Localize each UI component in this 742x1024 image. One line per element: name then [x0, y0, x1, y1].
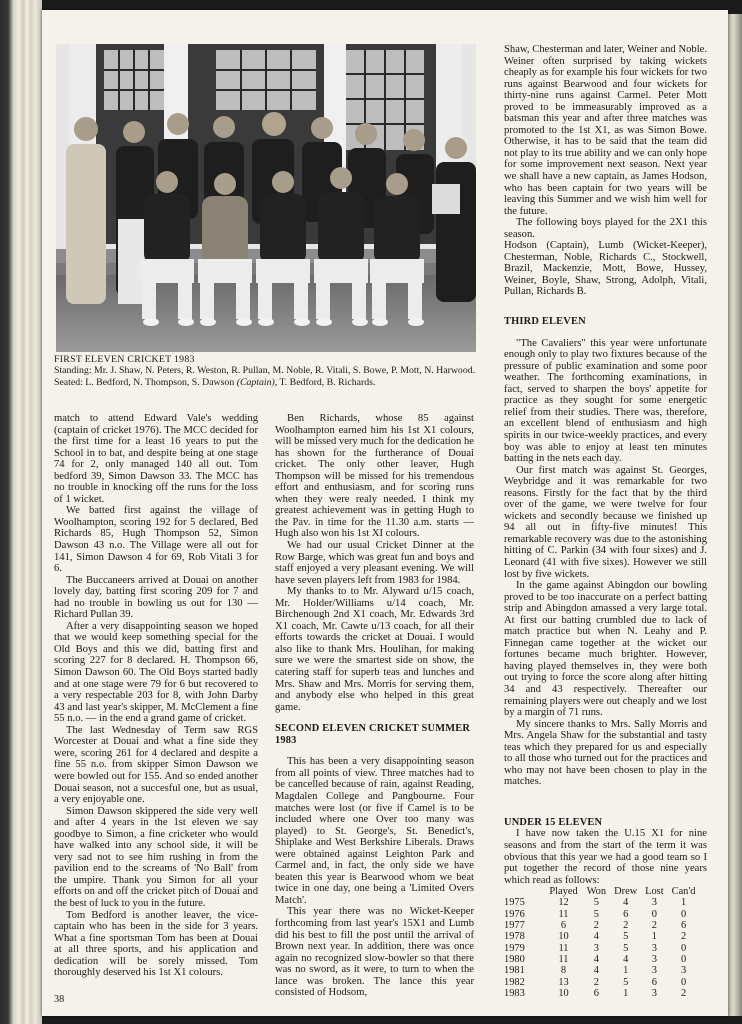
record-row: [504, 931, 700, 942]
record-row: [504, 920, 700, 931]
left-paragraph: We batted first against the village of Woolhampton, scoring 192 for 5 declared, Bed Richards 85, Hugh Thompson 52, Simon Dawson 43 n.o. The Village were all out for 141, Simon Dawson 4 for 69, Rob Vitali 3 for 6.: [54, 505, 258, 575]
team-photograph: [56, 44, 476, 352]
record-row: [504, 988, 700, 999]
right-paragraph: "The Cavaliers" this year were unfortunate enough only to play two fixtures because of the pressure of public examination and some poor weather. The forthcoming examinations, in fact, served to sharpen the boys' appetite for practice as they sought for some energetic relief from their studies. There was, therefore, an excellent blend of enthusiasm and high spirits in our twice-weekly practices, and every boy was able to enjoy at least ten minutes batting in the nets each day.: [504, 337, 707, 465]
record-cell: 3: [651, 987, 657, 999]
photo-caption: [54, 354, 476, 388]
book-spine: [0, 0, 42, 1024]
left-paragraph: Simon Dawson skippered the side very well and after 4 years in the 1st eleven we say goodbye to Simon, a fine cricketer who would have walked into any school side, it will be very sad not to see him rushing in from the pavilion end to the screams of 'No Ball' from the umpire. Thank you Simon for all your efforts on and off the cricket pitch of Douai and the best of luck to you in the future.: [54, 805, 258, 909]
record-cell: 11: [558, 942, 569, 954]
under15-record-table: [504, 886, 700, 999]
record-cell: 4: [623, 897, 629, 909]
record-cell: 1983: [504, 987, 525, 999]
record-cell: 1979: [504, 942, 525, 954]
record-cell: 6: [651, 976, 657, 988]
record-cell: 10: [558, 931, 569, 943]
record-row: [504, 897, 700, 908]
record-cell: 8: [560, 965, 567, 977]
record-cell: 6: [680, 920, 687, 932]
record-cell: 3: [593, 942, 599, 954]
team-photo-icon: [56, 44, 476, 352]
record-cell: 11: [558, 953, 569, 965]
third-eleven-heading: THIRD ELEVEN: [504, 316, 586, 328]
middle-paragraph: We had our usual Cricket Dinner at the Row Barge, which was great fun and boys and staff enjoyed a very pleasant evening. We will have seven players left from 1983 for 1984.: [275, 540, 474, 586]
right-column: [504, 44, 707, 999]
record-cell: 5: [593, 897, 599, 909]
record-cell: 3: [680, 965, 687, 977]
record-cell: 0: [680, 908, 687, 920]
caption-standing: Standing: Mr. J. Shaw, N. Peters, R. Weston, R. Pullan, M. Noble, R. Vitali, S. Bowe, P. Mott, N. Harwood.: [54, 365, 476, 377]
left-paragraph: The last Wednesday of Term saw RGS Worcester at Douai and what a fine side they were, scoring 261 for 4 declared and despite a fine 55 n.o. from skipper Simon Dawson we were bowled out for 155. And so ended another Douai season, not a succesful one, but as usual, a very enjoyable one.: [54, 724, 258, 806]
record-header: Can'd: [671, 886, 696, 898]
record-cell: 0: [680, 953, 687, 965]
record-cell: 4: [593, 931, 599, 943]
under15-intro: I have now taken the U.15 X1 for nine seasons and from the start of the term it was obvious that this year we had a good team so I put together the record of those nine years which read as follows:: [504, 828, 707, 886]
under15-heading: UNDER 15 ELEVEN: [504, 816, 603, 828]
middle-paragraph: This has been a very disappointing season from all points of view. Three matches had to be cancelled because of rain, against Reading, Magdalen College and Pangbourne. Four matches were lost (or five if Camel is to be included where one Over too many was played) to St. George's, St. Benedict's, Shiplake and West Berkshire Liberals. Draws were obtained against Leighton Park and Carmel and, in fact, the only side we have beaten this year is Bearwood whom we beat twice in one day, one being a 'Limited Overs Match'.: [275, 756, 474, 906]
record-cell: 0: [651, 908, 657, 920]
record-cell: 0: [680, 942, 687, 954]
caption-title: FIRST ELEVEN CRICKET 1983: [54, 354, 195, 365]
record-cell: 3: [651, 965, 657, 977]
caption-seated-before: Seated: L. Bedford, N. Thompson, S. Dawson: [54, 376, 237, 388]
record-header: Won: [586, 886, 607, 898]
record-cell: 6: [560, 920, 567, 932]
record-header: Played: [549, 886, 578, 898]
record-cell: 3: [651, 953, 657, 965]
right-paragraph: My sincere thanks to Mrs. Sally Morris and Mrs. Angela Shaw for the substantial and tasty teas which they prepared for us and especially to all those who turned out for the practices and who may not have been chosen to play in the matches.: [504, 718, 707, 788]
record-cell: 2: [680, 931, 687, 943]
record-cell: 3: [651, 942, 657, 954]
record-cell: 2: [680, 987, 687, 999]
record-cell: 13: [558, 976, 569, 988]
record-row: [504, 954, 700, 965]
record-cell: 5: [623, 931, 629, 943]
record-header: Drew: [614, 886, 638, 898]
record-cell: 5: [623, 942, 629, 954]
record-cell: 4: [593, 965, 599, 977]
record-header: [504, 886, 544, 897]
record-row: [504, 943, 700, 954]
second-eleven-heading: SECOND ELEVEN CRICKET SUMMER 1983: [275, 723, 471, 746]
record-row: [504, 965, 700, 976]
record-header-row: [504, 886, 700, 897]
record-header: Lost: [645, 886, 664, 898]
record-cell: 11: [558, 908, 569, 920]
middle-column: [275, 413, 474, 999]
record-cell: 1975: [504, 897, 525, 909]
right-paragraph: In the game against Abingdon our bowling proved to be too inaccurate on a perfect batting strip and Abingdon amassed a very large total. At first our batting crumbled due to lack of match practice but when N. Leahy and P. Finnegan came together at the wicket our fortunes became much brighter. However, having played themselves in, they were both out trying to force the score along after hitting 34 and 43 respectively. Thereafter our remaining players were out cheaply and we lost by a margin of 71 runs.: [504, 580, 707, 719]
left-paragraph: Tom Bedford is another leaver, the vice-captain who has been in the side for 3 years. What a fine sportsman Tom has been at Douai at all three sports, and his application and dedication will be sorely missed. Tom thoroughly deserved his 1st X1 colours.: [54, 909, 258, 979]
record-row: [504, 977, 700, 988]
caption-seated-captain: (Captain): [236, 376, 275, 388]
record-cell: 1976: [504, 908, 525, 920]
record-cell: 0: [680, 976, 687, 988]
caption-seated: [54, 377, 476, 388]
record-cell: 5: [593, 908, 599, 920]
record-cell: 2: [593, 976, 599, 988]
record-cell: 2: [651, 920, 657, 932]
record-body: [504, 897, 700, 999]
record-cell: 4: [593, 953, 599, 965]
left-paragraph: After a very disappointing season we hoped that we would keep something special for the Old Boys and this we did, batting first and scoring 227 for 8 declared. H. Thompson 66, Simon Dawson 60. The Old Boys started badly and at one stage were 79 for 6 but recovered to a very respectable 203 for 8, with John Darby 43 and last year's skipper, M. McClement a fine 55 n.o. — in the end a grand game of cricket.: [54, 620, 258, 725]
caption-seated-after: , T. Bedford, B. Richards.: [274, 376, 376, 388]
players-list: Hodson (Captain), Lumb (Wicket-Keeper), Chesterman, Noble, Richards C., Stockwell, Brazil, Mackenzie, Mott, Bowe, Hussey, Weiner, Boyle, Shaw, Strong, Adolph, Vitali, Pullan, Richards B.: [504, 240, 707, 298]
record-cell: 6: [593, 987, 599, 999]
middle-paragraph: Ben Richards, whose 85 against Woolhampton earned him his 1st X1 colours, will be missed very much for the dedication he has shown for the furtherance of Douai cricket. The only other leaver, Hugh Thompson will be missed for his tremendous effort and enthusiasm, and for scoring runs when they were realy needed. I think my greatest achievement was in getting Hugh to the Pav. in time for the 11.30 a.m. starts — Hugh also won his 1st XI colours.: [275, 413, 474, 540]
record-cell: 1980: [504, 953, 525, 965]
record-cell: 1: [651, 931, 657, 943]
record-cell: 2: [623, 920, 629, 932]
left-paragraph: The Buccaneers arrived at Douai on another lovely day, batting first scoring 209 for 7 and had no trouble in bowling us out for 130 — Richard Pullan 39.: [54, 574, 258, 621]
middle-paragraph: This year there was no Wicket-Keeper forthcoming from last year's 15X1 and Lumb did his best to fill the post until the arrival of Brown next year. In addition, there was once again no recognized slow-bowler so that there was no sword, as it were, to turn to when the lance was broken. The lance this year consisted of Hodsom,: [275, 906, 474, 999]
record-cell: 1: [623, 965, 629, 977]
right-paragraph: Our first match was against St. Georges, Weybridge and it was remarkable for two reasons. Firstly for the fact that by the third over of the game, we were twelve for four wickets and secondly because we finished up 94 all out in fifty-five minutes! This remarkable recovery was due to the astonishing hitting of C. Parkin (34 with four sixes) and J. Leonard (41 with five sixes). However we still lost by five wickets.: [504, 464, 707, 580]
record-cell: 5: [623, 976, 629, 988]
right-paragraph: The following boys played for the 2X1 this season.: [504, 217, 707, 240]
magazine-page: [42, 10, 728, 1016]
record-cell: 6: [623, 908, 629, 920]
record-cell: 1: [680, 897, 687, 909]
page-number: 38: [54, 994, 65, 1005]
right-paragraph: Shaw, Chesterman and later, Weiner and Noble. Weiner often surprised by taking wickets cheaply as for example his four wickets for two runs against Bearwood and four wickets for thirty-nine runs against Carmel. Peter Mott proved to be immeasurably improved as a batsman this year and after three matches was promoted to the 1st X1, as was Simon Bowe. Otherwise, it has to be said that the team did not play to its true ability and we can only hope for some improvement next season. Next year we shall have a new captain, as James Hodson, who has been captain for two years will be leaving this Summer and we wish him well for the future.: [504, 44, 707, 217]
record-cell: 1981: [504, 965, 525, 977]
record-cell: 1977: [504, 920, 525, 932]
record-cell: 1982: [504, 976, 525, 988]
record-cell: 1: [623, 987, 629, 999]
record-cell: 4: [623, 953, 629, 965]
middle-paragraph: My thanks to to Mr. Alyward u/15 coach, Mr. Holder/Williams u/14 coach, Mr. Birchenough 2nd X1 coach, Mr. Edwards 3rd X1 coach, Mr. Cawte u/13 coach, for all their efforts towards the cricket at Douai. I would also like to thank Mrs. Houlihan, for making sure we were the smartest side on show, the catering staff for superb teas and lunches and Mrs. Shaw and Mrs. Morris for serving them, and anybody else who helped in this great game.: [275, 586, 474, 713]
record-cell: 1978: [504, 931, 525, 943]
record-cell: 3: [651, 897, 657, 909]
record-row: [504, 909, 700, 920]
page-edge: [728, 14, 742, 1016]
left-paragraph: match to attend Edward Vale's wedding (captain of cricket 1976). The MCC decided for the first time for a least 16 years to put the School in to bat, and despite being at one stage 74 for 2, only managed 140 all out. Tom bedford 39, Simon Dawson 33. The MCC has no trouble in knocking off the runs for the loss of 1 wicket.: [54, 413, 258, 505]
record-cell: 12: [558, 897, 569, 909]
record-cell: 10: [558, 987, 569, 999]
record-cell: 2: [593, 920, 599, 932]
left-column: [54, 413, 258, 979]
